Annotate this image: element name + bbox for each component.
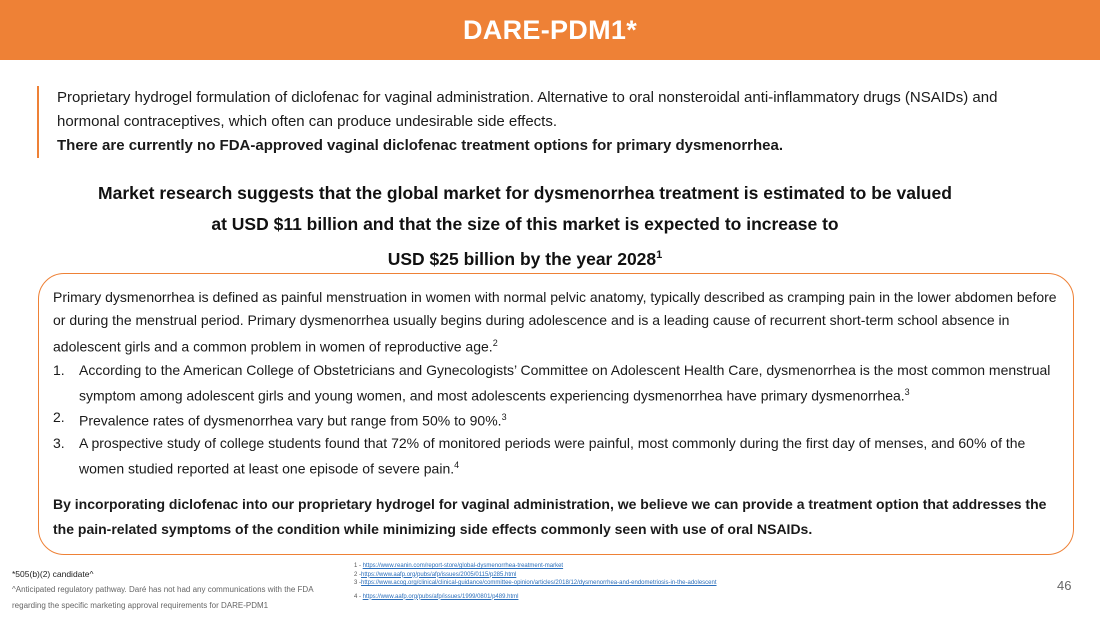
reference-link-1[interactable]: https://www.reanin.com/report-store/global-dysmenorrhea-treatment-market	[362, 563, 564, 569]
reference-2: 2 -https://www.aafp.org/pubs/afp/issues/2005/0115/p285.html	[354, 571, 517, 578]
reference-link-4[interactable]: https://www.aafp.org/pubs/afp/issues/1999/0801/p489.html	[362, 593, 519, 600]
facts-list	[53, 359, 1057, 480]
market-footnote-ref: 1	[656, 249, 663, 261]
market-research-statement	[40, 178, 1010, 275]
closing-statement: By incorporating diclofenac into our proprietary hydrogel for vaginal administration, we believe we can provide a treatment option that addresses the the pain-related symptoms of the condition while minimizing side effects commonly seen with use of oral NSAIDs.	[53, 495, 1047, 537]
market-line-2: at USD $11 billion and that the size of this market is expected to increase to	[211, 214, 839, 234]
intro-highlight: There are currently no FDA-approved vaginal diclofenac treatment options for primary dysmenorrhea.	[57, 137, 784, 154]
reference-link-3[interactable]: https://www.acog.org/clinical/clinical-guidance/committee-opinion/articles/2018/12/dysmenorrhea-and-endometriosis-in-the-adolescent	[361, 580, 717, 586]
market-line-1: Market research suggests that the global market for dysmenorrhea treatment is estimated to be valued	[98, 183, 952, 203]
intro-text: Proprietary hydrogel formulation of diclofenac for vaginal administration. Alternative to oral nonsteroidal anti-inflammatory drugs (NSAIDs) and hormonal contraceptives, which often can produce undesirable side effects.	[57, 89, 998, 130]
page-title: DARE-PDM1*	[462, 14, 638, 45]
footnote-line-1: *505(b)(2) candidate^	[12, 569, 94, 579]
dysmenorrhea-info-box	[38, 273, 1074, 555]
header-bar	[0, 0, 1100, 60]
intro-block	[37, 86, 1037, 158]
definition-paragraph: Primary dysmenorrhea is defined as painful menstruation in women with normal pelvic anatomy, typically described as cramping pain in the lower abdomen before or during the menstrual period. Primary dysmenorrhea usually begins during adolescence and is a leading cause of recurrent short-term school absence in adolescent girls and a common problem in women of reproductive age.$^2$	[53, 289, 1057, 355]
list-item: 2. Prevalence rates of dysmenorrhea vary but range from 50% to 90%.$^3$	[53, 409, 507, 429]
list-item: 1. According to the American College of Obstetricians and Gynecologists’ Committee on Adolescent Health Care, dysmenorrhea is the most common menstrual symptom among adolescent girls and young women, and most adolescents experiencing dysmenorrhea have primary dysmenorrhea.$^3$	[53, 361, 1051, 404]
regulatory-footnote	[12, 567, 332, 614]
reference-link-2[interactable]: https://www.aafp.org/pubs/afp/issues/2005/0115/p285.html	[361, 571, 517, 578]
references-list	[354, 562, 814, 601]
market-line-3: USD $25 billion by the year 2028$^1$	[387, 248, 663, 269]
list-item: 3. A prospective study of college students found that 72% of monitored periods were painful, most commonly during the first day of menses, and 60% of the women studied reported at least one episode of severe pain.$^4$	[53, 434, 1026, 477]
reference-1: 1 - https://www.reanin.com/report-store/global-dysmenorrhea-treatment-market	[354, 563, 564, 569]
reference-3: 3 -https://www.acog.org/clinical/clinical-guidance/committee-opinion/articles/2018/12/dysmenorrhea-and-endometriosis-in-the-adolescent	[354, 580, 717, 586]
reference-4: 4 - https://www.aafp.org/pubs/afp/issues/1999/0801/p489.html	[354, 593, 519, 600]
footnote-line-2: ^Anticipated regulatory pathway. Daré has not had any communications with the FDA regarding the specific marketing approval requirements for DARE-PDM1	[12, 585, 314, 610]
definition-footnote-ref: 2	[492, 338, 498, 348]
page-number: 46	[1057, 578, 1072, 593]
